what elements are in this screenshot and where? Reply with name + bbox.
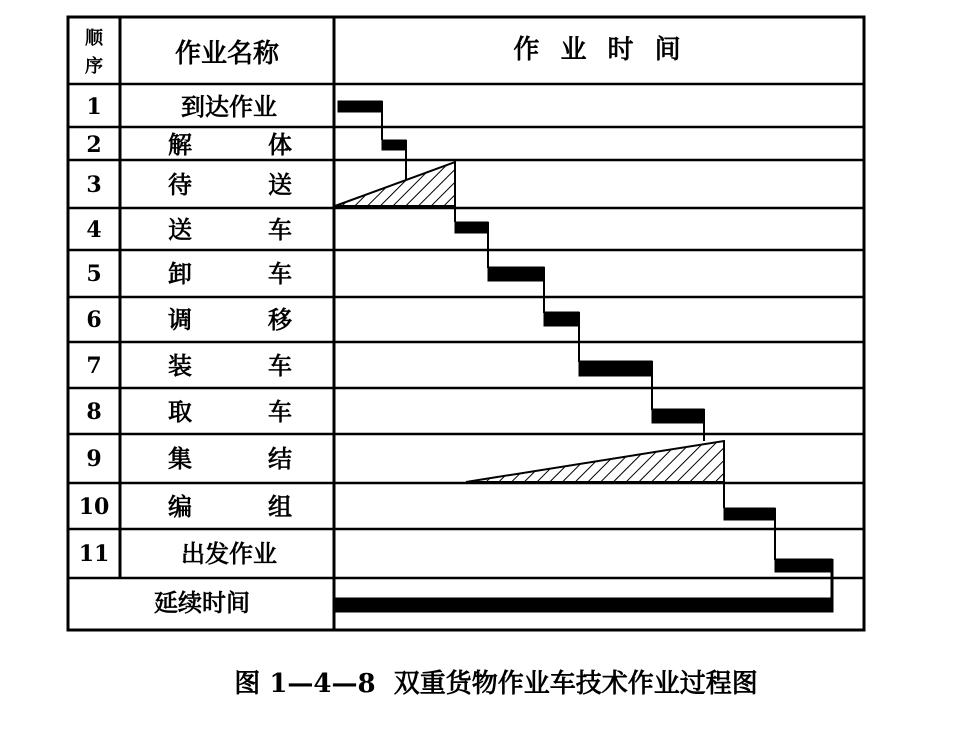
row-name-part: 送 <box>268 170 292 199</box>
row-name-part: 体 <box>268 130 292 159</box>
row-name-part: 车 <box>268 351 292 380</box>
row-name-part: 车 <box>268 397 292 426</box>
row-name-part: 移 <box>268 305 292 334</box>
row-number: 5 <box>86 261 102 287</box>
row-number: 7 <box>86 353 102 379</box>
bar-unloading <box>488 267 544 281</box>
row-name: 到达作业 <box>181 92 277 121</box>
header-seq-top: 顺 <box>85 28 103 49</box>
bar-pickup <box>652 409 704 423</box>
row-number: 4 <box>86 217 102 243</box>
figure-caption: 图 1—4—8 双重货物作业车技术作业过程图 <box>234 669 758 699</box>
row-number: 9 <box>86 446 102 472</box>
bar-disassembly <box>382 140 406 150</box>
assembly-triangle <box>466 441 724 482</box>
row-number: 1 <box>86 94 102 120</box>
bar-total <box>333 598 833 612</box>
row-name-part: 结 <box>268 444 292 473</box>
process-bars <box>333 101 833 612</box>
row-name-part: 集 <box>168 444 192 473</box>
header-seq-bottom: 序 <box>85 56 103 77</box>
row-number: 10 <box>78 494 110 520</box>
row-name-part: 调 <box>168 305 192 334</box>
bar-arrival <box>338 101 382 112</box>
row-number: 2 <box>86 132 102 158</box>
bar-shifting <box>544 312 579 326</box>
header-time: 作 业 时 间 <box>513 35 687 65</box>
row-number: 11 <box>78 541 110 567</box>
bar-delivery <box>455 222 488 233</box>
row-number: 3 <box>86 172 102 198</box>
row-name-part: 取 <box>168 397 192 426</box>
row-name-part: 装 <box>168 351 192 380</box>
row-name-part: 车 <box>268 259 292 288</box>
row-name-part: 组 <box>268 492 292 521</box>
row-name-part: 车 <box>268 215 292 244</box>
row-name-part: 待 <box>168 170 192 199</box>
bar-departure <box>775 559 832 572</box>
bar-loading <box>579 361 652 376</box>
bar-marshalling <box>724 508 775 520</box>
waiting-triangle <box>335 162 455 206</box>
row-name-part: 编 <box>168 492 192 521</box>
row-number: 8 <box>86 399 102 425</box>
row-name: 出发作业 <box>181 539 277 568</box>
row-number: 6 <box>86 307 102 333</box>
row-labels <box>79 92 293 568</box>
row-name-part: 卸 <box>168 259 192 288</box>
row-name-part: 解 <box>168 130 192 159</box>
footer-label: 延续时间 <box>154 588 250 617</box>
header-name: 作业名称 <box>174 39 280 69</box>
row-name-part: 送 <box>168 215 192 244</box>
